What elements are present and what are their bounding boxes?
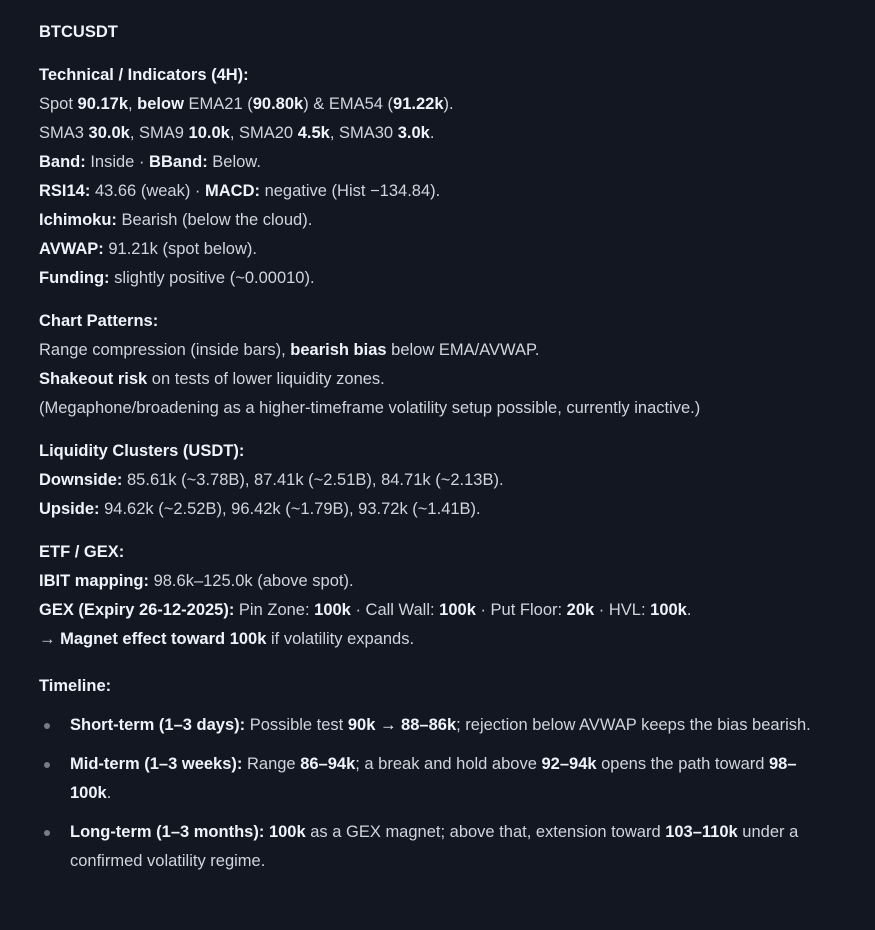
range-compression-line: Range compression (inside bars), bearish bias below EMA/AVWAP. — [39, 341, 540, 359]
technical-heading: Technical / Indicators (4H): — [39, 66, 249, 84]
band-line: Band: Inside · BBand: Below. — [39, 153, 261, 171]
timeline-heading: Timeline: — [39, 677, 112, 695]
list-item-text: Short-term (1–3 days): Possible test 90k → 88–86k; rejection below AVWAP keeps the bias bearish. — [70, 716, 811, 734]
liquidity-heading: Liquidity Clusters (USDT): — [39, 442, 245, 460]
timeline-section — [39, 672, 835, 876]
sma-line: SMA3 30.0k, SMA9 10.0k, SMA20 4.5k, SMA30 3.0k. — [39, 124, 435, 142]
shakeout-line: Shakeout risk on tests of lower liquidity zones. — [39, 370, 385, 388]
list-item-short-term — [39, 711, 835, 740]
list-item-text: Mid-term (1–3 weeks): Range 86–94k; a break and hold above 92–94k opens the path toward 98–100k. — [70, 755, 797, 802]
magnet-line: → Magnet effect toward 100k if volatility expands. — [39, 630, 415, 648]
rsi-macd-line: RSI14: 43.66 (weak) · MACD: negative (Hist −134.84). — [39, 182, 441, 200]
technical-section — [39, 61, 835, 293]
spot-line: Spot 90.17k, below EMA21 (90.80k) & EMA54 (91.22k). — [39, 95, 454, 113]
gex-line: GEX (Expiry 26-12-2025): Pin Zone: 100k · Call Wall: 100k · Put Floor: 20k · HVL: 100k. — [39, 601, 692, 619]
bullet-dot-icon — [44, 723, 50, 729]
etf-heading: ETF / GEX: — [39, 543, 125, 561]
upside-line: Upside: 94.62k (~2.52B), 96.42k (~1.79B), 93.72k (~1.41B). — [39, 500, 481, 518]
etf-section — [39, 538, 835, 654]
ibit-line: IBIT mapping: 98.6k–125.0k (above spot). — [39, 572, 354, 590]
avwap-line: AVWAP: 91.21k (spot below). — [39, 240, 257, 258]
list-item-text: Long-term (1–3 months): 100k as a GEX magnet; above that, extension toward 103–110k under a confirmed volatility regime. — [70, 823, 799, 870]
funding-line: Funding: slightly positive (~0.00010). — [39, 269, 315, 287]
bullet-dot-icon — [44, 830, 50, 836]
megaphone-line: (Megaphone/broadening as a higher-timeframe volatility setup possible, currently inactive.) — [39, 399, 701, 417]
patterns-section — [39, 307, 835, 423]
liquidity-section — [39, 437, 835, 524]
downside-line: Downside: 85.61k (~3.78B), 87.41k (~2.51B), 84.71k (~2.13B). — [39, 471, 504, 489]
timeline-list — [39, 711, 835, 876]
patterns-heading: Chart Patterns: — [39, 312, 159, 330]
symbol-title: BTCUSDT — [39, 23, 118, 41]
list-item-mid-term — [39, 750, 835, 808]
list-item-long-term — [39, 818, 835, 876]
bullet-dot-icon — [44, 762, 50, 768]
ichimoku-line: Ichimoku: Bearish (below the cloud). — [39, 211, 313, 229]
